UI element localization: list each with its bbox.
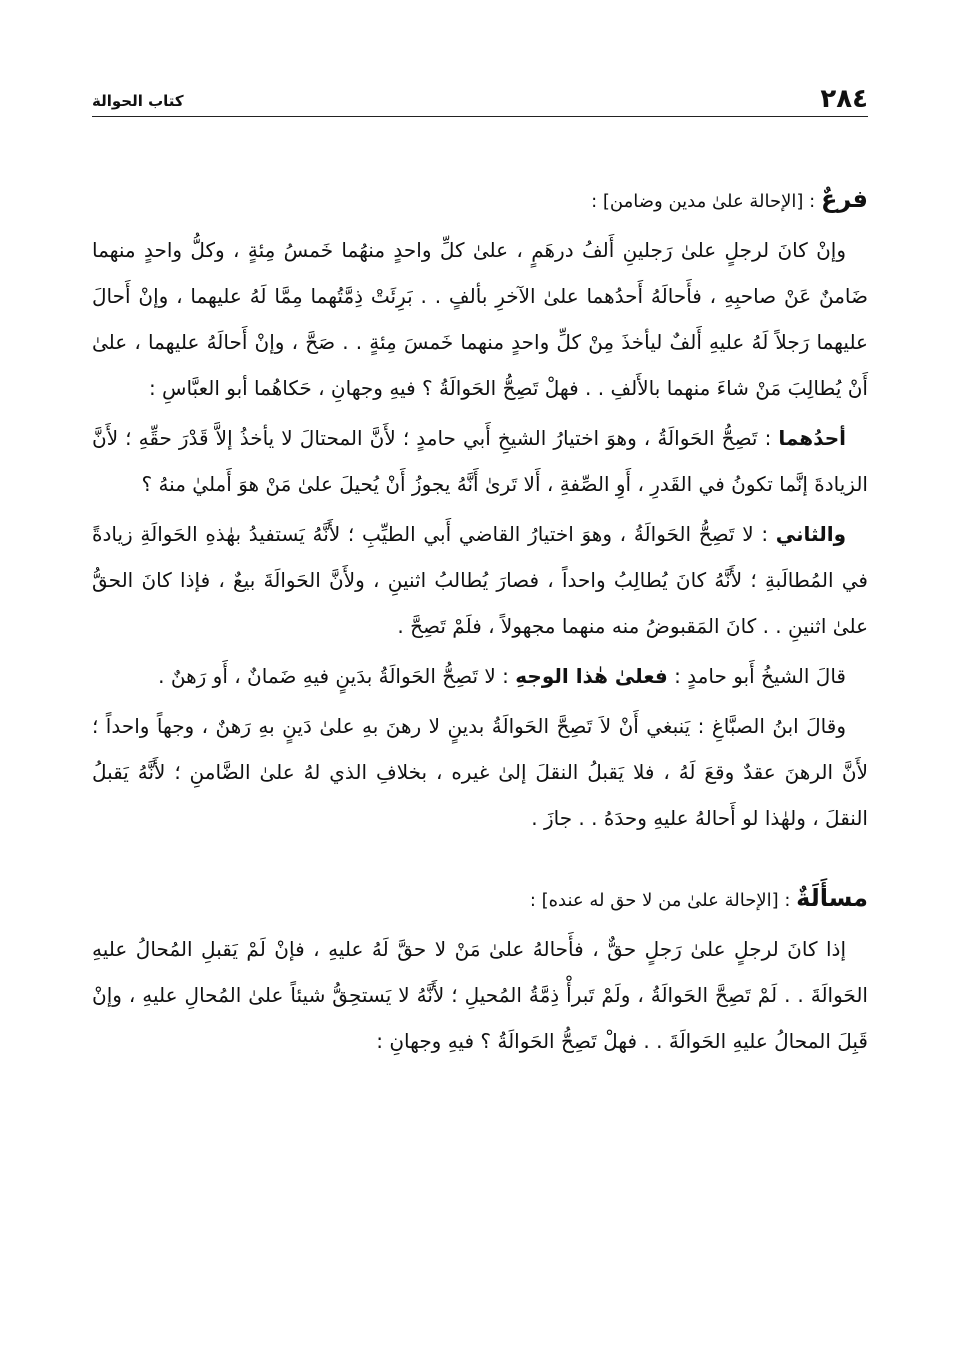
paragraph-masala: إذا كانَ لرجلٍ علىٰ رَجلٍ حقٌّ ، فأَحالهُ علىٰ مَنْ لا حقَّ لَهُ عليهِ ، فإنْ لَمْ يَقبلِ المُحالُ عليهِ الحَوالَةَ . . لَمْ تَصِحَّ الحَوالَةُ ، ولَمْ تَبرأْ ذِمَّةُ المُحيلِ ؛ لأَنَّهُ لا يَستحِقُّ شيئاً علىٰ المُحالِ عليهِ ، وإنْ قَبِلَ المحالُ عليهِ الحَوالَةَ . . فهلْ تَصِحُّ الحَوالَةُ ؟ فيهِ وجهانِ : [92,937,868,1053]
section-heading-masala [92,875,868,924]
paragraph-intro: وإنْ كانَ لرجلٍ علىٰ رَجلينِ أَلفُ درهَمٍ ، علىٰ كلِّ واحدٍ منهُما خَمسُ مِئةٍ ، وكلُّ واحدٍ منهما ضَامنٌ عَنْ صاحبِهِ ، فأَحالَهُ أَحدُهما علىٰ الآخرِ بألفٍ . . بَرِئَتْ ذِمَّتُهما مِمَّا لَهُ عليهما ، وإنْ أَحالَ عليهما رَجلاً لَهُ عليهِ أَلفٌ ليأخذَ مِنْ كلِّ واحدٍ منهما خَمسَ مِئةٍ . . صَحَّ ، وإنْ أَحالَهُ عليهما ، علىٰ أَنْ يُطالِبَ مَنْ شاءَ منهما بالأَلفِ . . فهلْ تَصِحُّ الحَوالَةُ ؟ فيهِ وجهانِ ، حَكاهُما أبو العبَّاسِ : [92,238,868,400]
page-header [92,84,868,117]
paragraph-first-view [92,415,868,507]
section-heading-far [92,176,868,225]
second-view-label: والثاني [775,522,846,546]
section-title: : [الإحالة علىٰ مدين وضامن] : [591,191,821,212]
running-title: كتاب الحوالة [92,92,184,110]
paragraph-abu-hamid [92,653,868,699]
abu-hamid-label: فعلىٰ هٰذا الوجهِ [515,664,668,688]
page-number: ٢٨٤ [820,84,868,114]
first-view-text: : تَصِحُّ الحَوالَةُ ، وهوَ اختيارُ الشيخِ أَبي حامدٍ ؛ لأَنَّ المحتالَ لا يأخذُ إلاَّ قَدْرَ حقِّهِ ؛ لأَنَّ الزيادةَ إنَّما تكونُ في القَدرِ ، أَوِ الصِّفةِ ، أَلا تَرىٰ أَنَّهُ يجوزُ أَنْ يُحيلَ علىٰ مَنْ هوَ أَمليٰ منهُ ؟ [92,426,868,496]
masala-label: مسأَلَةٌ [796,884,868,912]
section-label: فرعٌ [820,185,868,213]
first-view-label: أحدُهما [778,426,846,450]
abu-hamid-text: : لا تَصِحُّ الحَوالَةُ بدَينٍ فيهِ ضَمانٌ ، أَو رَهنٌ . [158,664,516,688]
paragraph-ibn-sabbagh: وقالَ ابنُ الصبَّاغِ : يَنبغي أَنْ لاَ تَصِحَّ الحَوالَةُ بدينٍ لا رهنَ بهِ علىٰ دَينٍ بهِ رَهنٌ ، وجهاً واحداً ؛ لأَنَّ الرهنَ عقدٌ وقعَ لَهُ ، فلا يَقبلُ النقلَ إلىٰ غيره ، بخلافِ الذي لهُ علىٰ الضَّامنِ ؛ لأَنَّهُ يَقبلُ النقلَ ، ولهٰذا لو أَحالهُ عليهِ وحدَهُ . . جازَ . [92,714,868,830]
section-spacer [92,845,868,875]
abu-hamid-intro: قالَ الشيخُ أَبو حامدٍ : [667,664,846,688]
paragraph-second-view [92,511,868,649]
masala-title: : [الإحالة علىٰ من لا حق له عنده] : [529,890,797,911]
book-page [92,0,868,1364]
page-body [92,176,868,1068]
second-view-text: : لا تَصِحُّ الحَوالَةُ ، وهوَ اختيارُ القاضي أَبي الطيِّبِ ؛ لأَنَّهُ يَستفيدُ بهٰذهِ الحَوالَةِ زيادةً في المُطالَبةِ ؛ لأَنَّهُ كانَ يُطالِبُ واحداً ، فصارَ يُطالبُ اثنينِ ، ولأَنَّ الحَوالَةَ بيعٌ ، فإذا كانَ الحقُّ علىٰ اثنينِ . . كانَ المَقبوضُ منه منهما مجهولاً ، فلَمْ تَصِحَّ . [92,522,868,638]
